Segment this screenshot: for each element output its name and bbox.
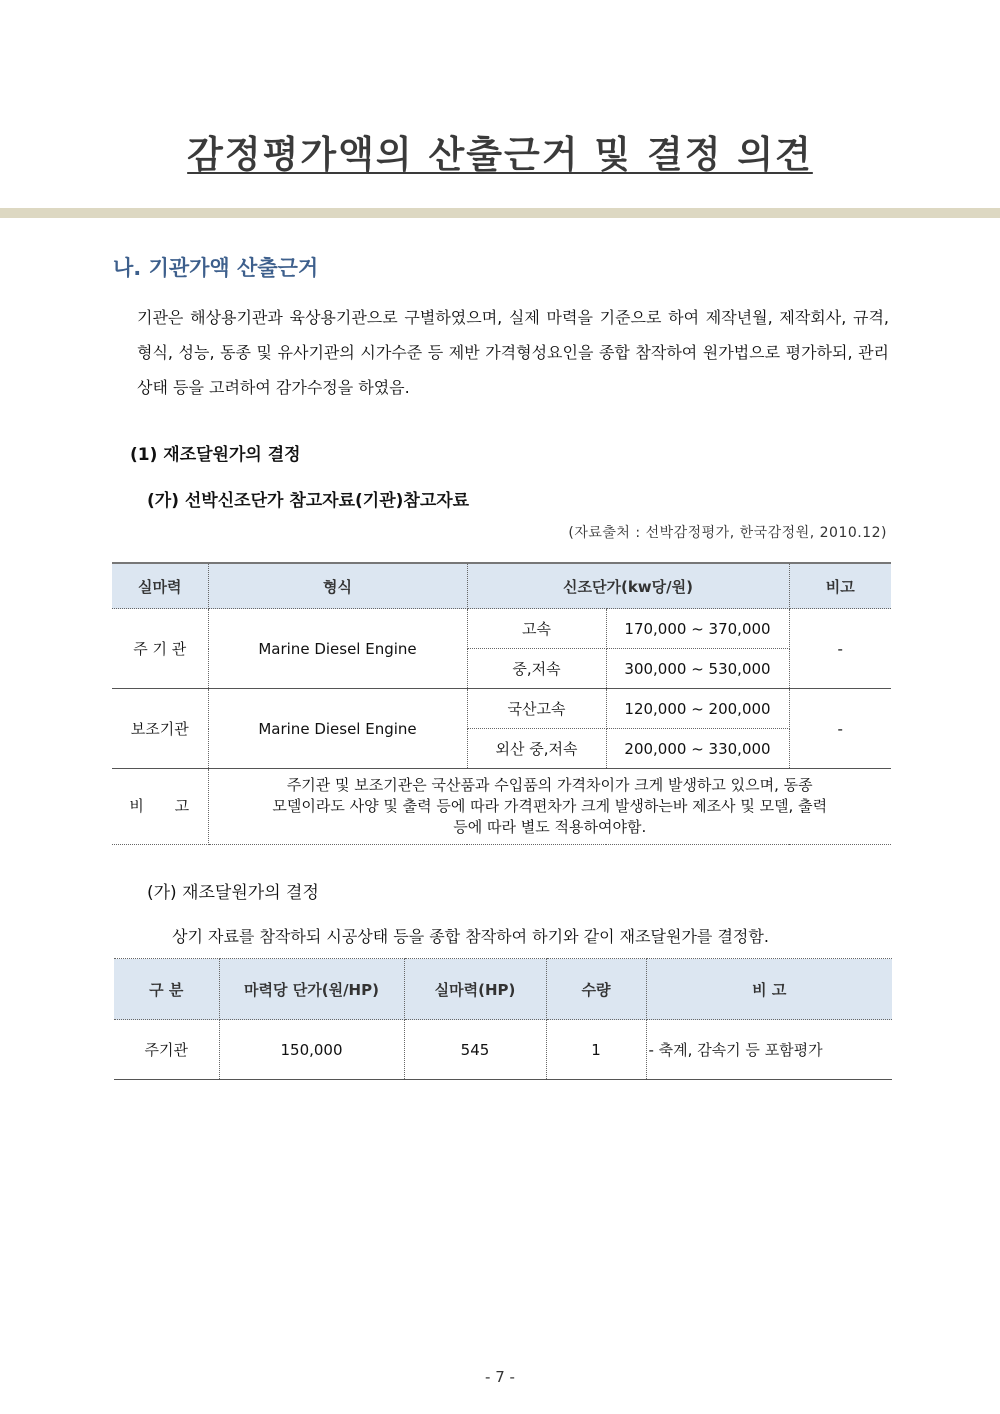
row-type: Marine Diesel Engine — [208, 609, 467, 689]
cell-horsepower: 545 — [404, 1020, 546, 1080]
row-name: 주 기 관 — [112, 609, 208, 689]
row-remark: - — [789, 609, 891, 689]
subheading-replacement-decision: (가) 재조달원가의 결정 — [147, 883, 319, 903]
cell-remark: - 축계, 감속기 등 포함평가 — [646, 1020, 892, 1080]
reference-price-table — [112, 562, 891, 845]
header-quantity: 수량 — [546, 959, 646, 1020]
source-note: (자료출처 : 선박감정평가, 한국감정원, 2010.12) — [568, 525, 887, 541]
sub-label: 외산 중,저속 — [467, 729, 606, 769]
table-header-row — [114, 959, 892, 1020]
header-remark: 비 고 — [646, 959, 892, 1020]
note-label-text: 비 고 — [129, 797, 191, 815]
row-type: Marine Diesel Engine — [208, 689, 467, 769]
note-line: 주기관 및 보조기관은 국산품과 수입품의 가격차이가 크게 발생하고 있으며, 동종 — [286, 776, 813, 794]
note-line: 등에 따라 별도 적용하여야함. — [453, 818, 647, 836]
cell-quantity: 1 — [546, 1020, 646, 1080]
table-row — [112, 689, 891, 729]
header-new-build-price: 신조단가(kw당/원) — [467, 563, 789, 609]
header-horsepower: 실마력 — [112, 563, 208, 609]
note-label — [112, 769, 208, 845]
row-remark: - — [789, 689, 891, 769]
decision-table — [114, 958, 892, 1080]
note-line: 모델이라도 사양 및 출력 등에 따라 가격편차가 크게 발생하는바 제조사 및 모델, 출력 — [272, 797, 828, 815]
header-category: 구 분 — [114, 959, 219, 1020]
cell-unit-price: 150,000 — [219, 1020, 404, 1080]
note-row — [112, 769, 891, 845]
sub-price: 170,000 ~ 370,000 — [606, 609, 789, 649]
section-heading: 나. 기관가액 산출근거 — [113, 256, 319, 280]
header-unit-price: 마력당 단가(원/HP) — [219, 959, 404, 1020]
sub-price: 120,000 ~ 200,000 — [606, 689, 789, 729]
sub-price: 200,000 ~ 330,000 — [606, 729, 789, 769]
page-number: - 7 - — [485, 1368, 515, 1386]
subheading-replacement-cost: (1) 재조달원가의 결정 — [130, 445, 301, 465]
page-title-text: 감정평가액의 산출근거 및 결정 의견 — [187, 133, 813, 176]
cell-category: 주기관 — [114, 1020, 219, 1080]
note-text — [208, 769, 891, 845]
table-row — [114, 1020, 892, 1080]
page-title — [0, 124, 1000, 178]
header-horsepower: 실마력(HP) — [404, 959, 546, 1020]
row-name: 보조기관 — [112, 689, 208, 769]
subheading-reference-data: (가) 선박신조단가 참고자료(기관)참고자료 — [147, 491, 470, 511]
header-type: 형식 — [208, 563, 467, 609]
table-header-row — [112, 563, 891, 609]
table-row — [112, 609, 891, 649]
sub-price: 300,000 ~ 530,000 — [606, 649, 789, 689]
decision-paragraph: 상기 자료를 참작하되 시공상태 등을 종합 참작하여 하기와 같이 재조달원가를 결정함. — [172, 927, 769, 946]
sub-label: 국산고속 — [467, 689, 606, 729]
title-divider — [0, 208, 1000, 218]
sub-label: 고속 — [467, 609, 606, 649]
header-remark: 비고 — [789, 563, 891, 609]
intro-paragraph: 기관은 해상용기관과 육상용기관으로 구별하였으며, 실제 마력을 기준으로 하여 제작년월, 제작회사, 규격, 형식, 성능, 동종 및 유사기관의 시가수준 등 제반 가격형성요인을 종합 참작하여 원가법으로 평가하되, 관리상태 등을 고려하여 감가수정을 하였음. — [137, 308, 889, 397]
sub-label: 중,저속 — [467, 649, 606, 689]
